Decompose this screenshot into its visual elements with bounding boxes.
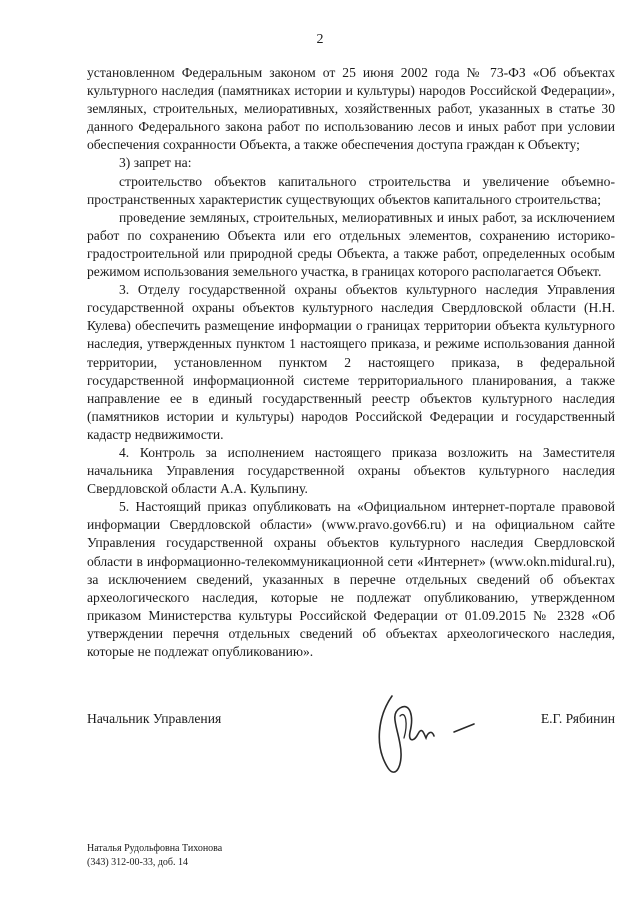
handwritten-signature bbox=[370, 686, 480, 786]
paragraph: 4. Контроль за исполнением настоящего приказа возложить на Заместителя начальника Управления государственной охраны объектов культурного наследия Свердловской области А.А. Кульпину. bbox=[87, 444, 615, 497]
paragraph: 3) запрет на: bbox=[119, 155, 192, 171]
page-number: 2 bbox=[316, 32, 324, 47]
paragraph: строительство объектов капитального строительства и увеличение объемно-пространственных характеристик существующих объектов капитального строительства; bbox=[87, 173, 615, 207]
executor-info bbox=[87, 842, 222, 870]
paragraph: установленном Федеральным законом от 25 июня 2002 года № 73-ФЗ «Об объектах культурного наследия (памятниках истории и культуры) народов Российской Федерации», земляных, строительных, мелиоративных, хозяйственных работ, указанных в статье 30 данного Федерального закона работ по использованию лесов и иных работ при условии обеспечения сохранности Объекта, а также обеспечения доступа граждан к Объекту; bbox=[87, 65, 615, 153]
executor-phone: (343) 312-00-33, доб. 14 bbox=[87, 857, 188, 868]
signatory-name: Е.Г. Рябинин bbox=[540, 711, 615, 726]
document-body bbox=[87, 64, 615, 661]
paragraph: 5. Настоящий приказ опубликовать на «Официальном интернет-портале правовой информации Свердловской области» (www.pravo.gov66.ru) и на официальном сайте Управления государственной охраны объектов культурного наследия Свердловской области в информационно-телекоммуникационной сети «Интернет» (www.okn.midural.ru), за исключением сведений, указанных в перечне отдельных сведений об объектах археологического наследия, которые не подлежат опубликованию, утвержденном приказом Министерства культуры Российской Федерации от 01.09.2015 № 2328 «Об утверждении перечня отдельных сведений об объектах археологического наследия, которые не подлежат опубликованию». bbox=[87, 499, 615, 659]
paragraph: проведение земляных, строительных, мелиоративных и иных работ, за исключением работ по сохранению Объекта или его отдельных элементов, сохранению историко-градостроительной или природной среды Объекта, а также работ, определенных особым режимом использования земельного участка, в границах которого располагается Объект. bbox=[87, 209, 615, 280]
signatory-title: Начальник Управления bbox=[87, 711, 222, 726]
executor-name: Наталья Рудольфовна Тихонова bbox=[87, 843, 223, 854]
signature-block bbox=[87, 711, 615, 731]
paragraph: 3. Отделу государственной охраны объектов культурного наследия Управления государственной охраны объектов культурного наследия Свердловской области (Н.Н. Кулева) обеспечить размещение информации о границах территории объекта культурного наследия, утвержденных пунктом 1 настоящего приказа, и режиме использования данной территории, установленном пунктом 2 настоящего приказа, в федеральной государственной информационной системе территориального планирования, а также направление ее в единый государственный реестр объектов культурного наследия (памятников истории и культуры) народов Российской Федерации и государственный кадастр недвижимости. bbox=[87, 282, 615, 442]
